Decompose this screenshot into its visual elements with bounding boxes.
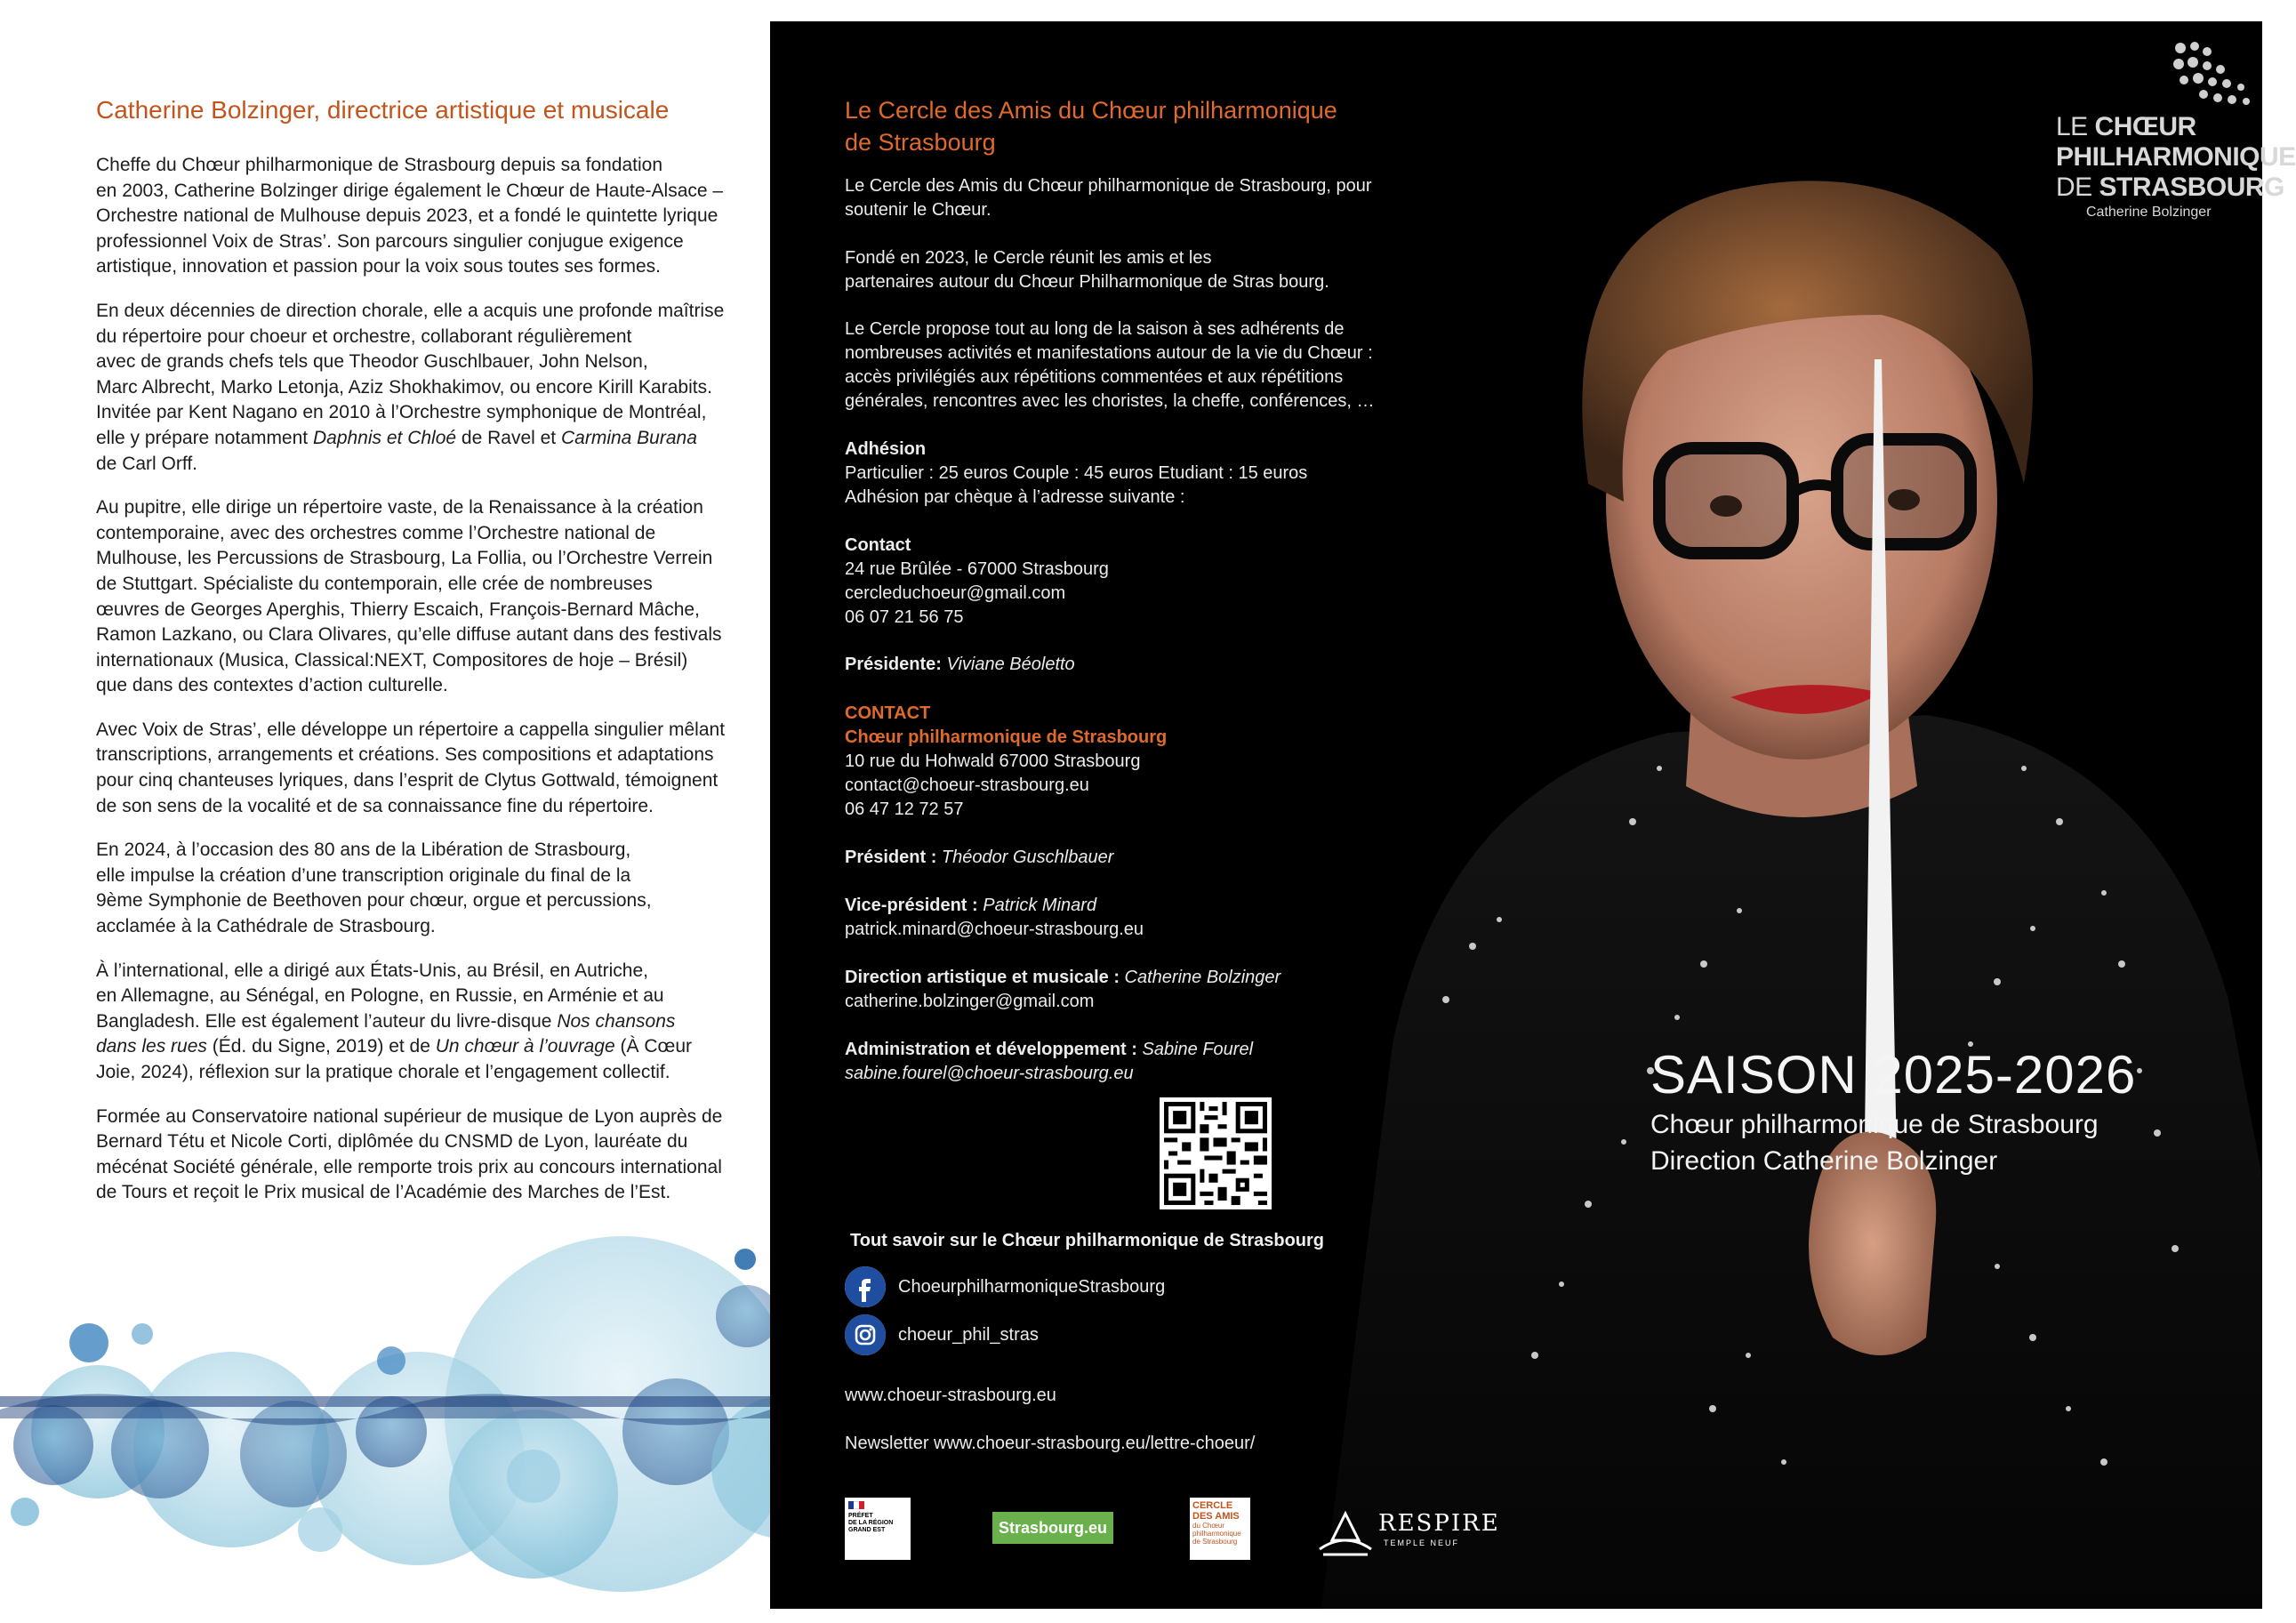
prefet-line: DE LA RÉGION: [848, 1520, 894, 1526]
choeur-contact: [845, 702, 1167, 822]
brand-le: LE: [2056, 112, 2088, 141]
text-line: du répertoire pour choeur et orchestre, collaborant régulièrement: [96, 325, 632, 347]
prefet-line: PRÉFET: [848, 1513, 873, 1519]
cercle-intro: [845, 174, 1372, 222]
text-line: nombreuses activités et manifestations autour de la vie du Chœur :: [845, 343, 1373, 363]
text-line: En deux décennies de direction chorale, elle a acquis une profonde maîtrise: [96, 300, 725, 321]
text-line: artistique, innovation et passion pour la voix sous toutes ses formes.: [96, 256, 662, 277]
text-line: en 2003, Catherine Bolzinger dirige également le Chœur de Haute-Alsace –: [96, 180, 724, 201]
strasbourg-logo: Strasbourg.eu: [992, 1512, 1113, 1544]
contact-label: Contact: [845, 535, 911, 555]
work-title: Nos chansons: [557, 1010, 676, 1032]
partner-logos: [845, 1498, 1500, 1569]
text-line: contemporaine, avec des orchestres comme l’Orchestre national de: [96, 522, 656, 543]
text-line: œuvres de Georges Aperghis, Thierry Escaich, François-Bernard Mâche,: [96, 599, 700, 620]
direction-name: Catherine Bolzinger: [1124, 968, 1281, 987]
website-link[interactable]: www.choeur-strasbourg.eu: [845, 1386, 1056, 1405]
president-line: [845, 653, 1075, 677]
respire-wordmark: RESPIRE: [1378, 1510, 1500, 1537]
instagram-link[interactable]: [845, 1314, 1039, 1355]
text-line: Mulhouse, les Percussions de Strasbourg, La Follia, ou l’Orchestre Verrein: [96, 548, 713, 569]
choeur-vp: [845, 894, 1144, 942]
work-title: Un chœur à l’ouvrage: [435, 1036, 615, 1057]
text-line: [96, 1034, 772, 1060]
flag-icon: [848, 1501, 864, 1509]
brand-philharmonique: PHILHARMONIQUE: [2056, 142, 2296, 172]
newsletter-link[interactable]: Newsletter www.choeur-strasbourg.eu/lettre-choeur/: [845, 1434, 1256, 1453]
social-heading: Tout savoir sur le Chœur philharmonique de Strasbourg: [850, 1231, 1325, 1250]
temple-icon: [1314, 1505, 1377, 1556]
work-title: dans les rues: [96, 1036, 207, 1057]
text-line: acclamée à la Cathédrale de Strasbourg.: [96, 916, 436, 937]
cercle-logo-line: philharmonique: [1192, 1530, 1241, 1538]
president-line: [845, 846, 1113, 870]
bio-paragraph-2: [96, 299, 772, 477]
bio-paragraph-1: [96, 153, 772, 280]
text-line: Orchestre national de Mulhouse depuis 2023, et a fondé le quintette lyrique: [96, 205, 719, 227]
admin-email[interactable]: [845, 1062, 1253, 1086]
cercle-logo: [1190, 1498, 1250, 1560]
season-subtitle: Chœur philharmonique de Strasbourg: [1650, 1110, 2099, 1139]
cercle-activities: [845, 317, 1375, 414]
text-line: mécénat Société générale, elle remporte trois prix au concours international: [96, 1156, 722, 1177]
text-line: Cheffe du Chœur philharmonique de Strasbourg depuis sa fondation: [96, 155, 663, 175]
prefet-logo: [845, 1498, 911, 1560]
text-line: professionnel Voix de Stras’. Son parcours singulier conjugue exigence: [96, 230, 684, 252]
right-panel: [770, 21, 2296, 1609]
season-direction: Direction Catherine Bolzinger: [1650, 1146, 1998, 1176]
text-line: Ramon Lazkano, ou Clara Olivares, qu’elle diffuse autant dans des festivals: [96, 624, 722, 646]
bio-paragraph-4: [96, 718, 772, 819]
cercle-logo-line: CERCLE: [1192, 1500, 1233, 1511]
brand-logo: [2056, 39, 2296, 226]
season-block: [1650, 1044, 2136, 1179]
cercle-founded: [845, 246, 1329, 294]
text-line: Joie, 2024), réflexion sur la pratique chorale et l’engagement collectif.: [96, 1062, 670, 1082]
bio-paragraph-5: [96, 838, 772, 939]
choeur-address: 10 rue du Hohwald 67000 Strasbourg: [845, 751, 1141, 771]
work-title: Daphnis et Chloé: [312, 427, 457, 448]
choeur-direction: [845, 966, 1280, 1014]
text-segment: de Ravel et: [456, 427, 561, 448]
text-segment: (Éd. du Signe, 2019) et de: [206, 1036, 436, 1057]
bio-title: Catherine Bolzinger, directrice artistique et musicale: [96, 96, 670, 124]
season-title: SAISON 2025-2026: [1650, 1045, 2137, 1105]
bio-paragraph-7: [96, 1105, 772, 1206]
cercle-adhesion: [845, 438, 1307, 510]
contact-phone: 06 07 21 56 75: [845, 607, 964, 627]
cercle-logo-line: de Strasbourg: [1192, 1538, 1238, 1546]
contact-address: 24 rue Brûlée - 67000 Strasbourg: [845, 559, 1109, 579]
direction-email[interactable]: catherine.bolzinger@gmail.com: [845, 992, 1095, 1011]
text-line: soutenir le Chœur.: [845, 200, 991, 220]
text-line: de son sens de la vocalité et de sa connaissance fine du répertoire.: [96, 795, 654, 816]
vp-line: [845, 894, 1144, 918]
vp-name: Patrick Minard: [983, 896, 1097, 915]
text-line: Fondé en 2023, le Cercle réunit les amis et les: [845, 248, 1212, 268]
instagram-handle: choeur_phil_stras: [898, 1324, 1039, 1345]
text-line: Le Cercle des Amis du Chœur philharmonique de Strasbourg, pour: [845, 176, 1372, 196]
text-line: en Allemagne, au Sénégal, en Pologne, en Russie, en Arménie et au: [96, 985, 664, 1007]
text-line: que dans des contextes d’action culturelle.: [96, 675, 448, 696]
admin-line: [845, 1038, 1253, 1062]
text-line: Marc Albrecht, Marko Letonja, Aziz Shokhakimov, ou encore Kirill Karabits.: [96, 376, 712, 398]
work-title: Carmina Burana: [560, 427, 697, 448]
cercle-contact: [845, 534, 1109, 630]
instagram-icon: [845, 1314, 886, 1355]
text-line: Formée au Conservatoire national supérieur de musique de Lyon auprès de: [96, 1105, 723, 1127]
text-line: Avec Voix de Stras’, elle développe un répertoire a cappella singulier mêlant: [96, 719, 726, 740]
brand-wordmark: [2056, 112, 2296, 203]
text-line: avec de grands chefs tels que Theodor Guschlbauer, John Nelson,: [96, 351, 648, 373]
brand-de: DE: [2056, 173, 2092, 202]
text-line: transcriptions, arrangements et créations. Ses compositions et adaptations: [96, 744, 714, 766]
text-line: de Tours et reçoit le Prix musical de l’Académie des Marches de l’Est.: [96, 1182, 671, 1203]
title-line: de Strasbourg: [845, 129, 996, 156]
text-segment: elle y prépare notamment: [96, 427, 313, 448]
admin-email-text: sabine.fourel@choeur-strasbourg.eu: [845, 1064, 1134, 1083]
cercle-logo-line: du Chœur: [1192, 1522, 1225, 1530]
text-line: Au pupitre, elle dirige un répertoire vaste, de la Renaissance à la création: [96, 497, 703, 518]
direction-line: [845, 966, 1280, 990]
admin-label: Administration et développement :: [845, 1040, 1137, 1059]
vp-label: Vice-président :: [845, 896, 978, 915]
brand-choeur: CHŒUR: [2094, 112, 2196, 141]
president-name: Viviane Béoletto: [946, 655, 1075, 674]
president-label: Présidente:: [845, 655, 942, 674]
respire-logo: [1314, 1505, 1500, 1558]
text-line: partenaires autour du Chœur Philharmonique de Stras bourg.: [845, 272, 1329, 292]
president-name: Théodor Guschlbauer: [941, 848, 1114, 867]
facebook-handle: ChoeurphilharmoniqueStrasbourg: [898, 1276, 1166, 1297]
cercle-logo-line: DES AMIS: [1192, 1511, 1240, 1522]
bio-paragraph-3: [96, 495, 772, 699]
dots-icon: [2172, 39, 2252, 110]
contact-email[interactable]: cercleduchoeur@gmail.com: [845, 583, 1066, 603]
text-segment: Bangladesh. Elle est également l’auteur du livre-disque: [96, 1010, 558, 1032]
admin-name: Sabine Fourel: [1142, 1040, 1254, 1059]
text-line: générales, rencontres avec les choristes, la cheffe, conférences, …: [845, 391, 1375, 411]
cercle-title: [845, 94, 1337, 158]
text-line: de Carl Orff.: [96, 453, 197, 474]
text-segment: (À Cœur: [614, 1036, 692, 1057]
text-line: pour cinq chanteuses lyriques, dans l’esprit de Clytus Gottwald, témoignent: [96, 770, 719, 791]
vp-email[interactable]: patrick.minard@choeur-strasbourg.eu: [845, 920, 1144, 939]
text-line: de Stuttgart. Spécialiste du contemporain, elle crée de nombreuses: [96, 573, 653, 594]
adhesion-prices: Particulier : 25 euros Couple : 45 euros Etudiant : 15 euros: [845, 463, 1308, 483]
text-line: À l’international, elle a dirigé aux États-Unis, au Brésil, en Autriche,: [96, 960, 648, 981]
choeur-contact-label: CONTACT: [845, 703, 931, 723]
text-line: internationaux (Musica, Classical:NEXT, Compositores de hoje – Brésil): [96, 649, 688, 671]
choeur-phone: 06 47 12 72 57: [845, 799, 964, 819]
respire-sub: TEMPLE NEUF: [1384, 1539, 1460, 1547]
text-line: 9ème Symphonie de Beethoven pour chœur, orgue et percussions,: [96, 890, 652, 912]
brand-strasbourg: STRASBOURG: [2099, 173, 2284, 202]
text-line: [96, 426, 772, 452]
title-line: Le Cercle des Amis du Chœur philharmonique: [845, 97, 1337, 124]
text-line: elle impulse la création d’une transcription originale du final de la: [96, 864, 631, 886]
cercle-president: [845, 653, 1075, 677]
prefet-line: GRAND EST: [848, 1527, 886, 1533]
decorative-bubbles: [0, 1227, 770, 1623]
text-line: accès privilégiés aux répétitions commentées et aux répétitions: [845, 367, 1344, 387]
text-line: Bernard Tétu et Nicole Corti, diplômée du CNSMD de Lyon, lauréate du: [96, 1131, 688, 1153]
facebook-icon: [845, 1266, 886, 1307]
brand-sub: Catherine Bolzinger: [2086, 205, 2212, 220]
left-panel: [0, 0, 770, 1623]
text-line: [96, 1009, 772, 1035]
facebook-link[interactable]: [845, 1266, 1165, 1307]
choeur-email[interactable]: contact@choeur-strasbourg.eu: [845, 775, 1089, 795]
direction-label: Direction artistique et musicale :: [845, 968, 1120, 987]
text-line: Le Cercle propose tout au long de la saison à ses adhérents de: [845, 319, 1345, 339]
choeur-president: [845, 846, 1113, 870]
adhesion-note: Adhésion par chèque à l’adresse suivante :: [845, 487, 1185, 507]
bio-text: [96, 153, 772, 1225]
text-line: Invitée par Kent Nagano en 2010 à l’Orchestre symphonique de Montréal,: [96, 402, 707, 423]
president-label: Président :: [845, 848, 937, 867]
adhesion-label: Adhésion: [845, 439, 927, 459]
bio-paragraph-6: [96, 959, 772, 1086]
qr-code[interactable]: [1160, 1097, 1272, 1209]
choeur-name: Chœur philharmonique de Strasbourg: [845, 727, 1168, 747]
text-line: En 2024, à l’occasion des 80 ans de la Libération de Strasbourg,: [96, 840, 631, 861]
choeur-admin: [845, 1038, 1253, 1086]
